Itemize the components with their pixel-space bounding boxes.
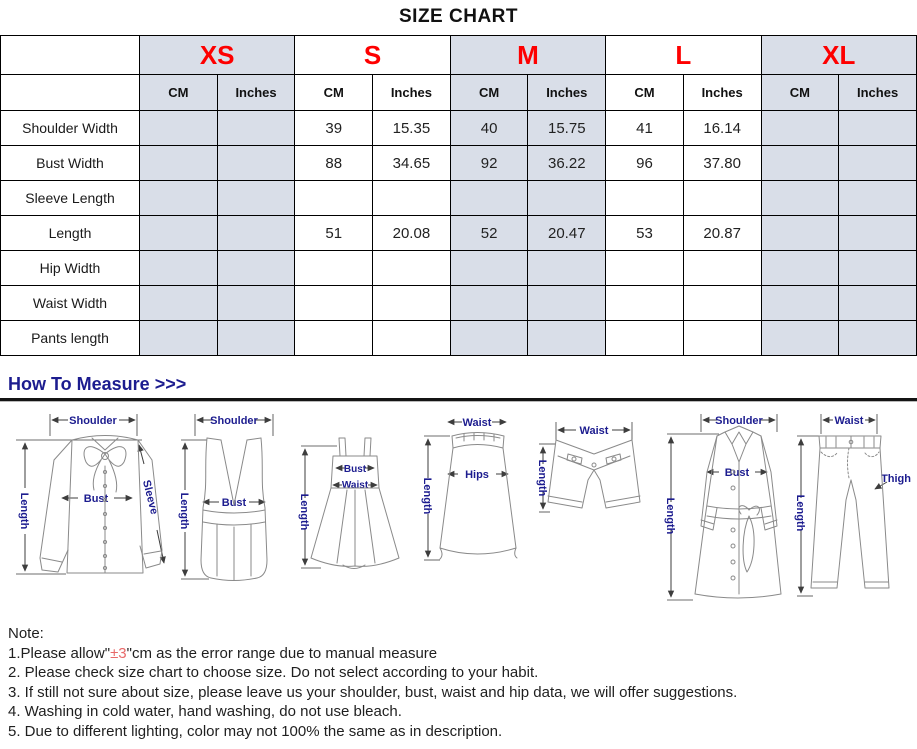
- page-title: SIZE CHART: [399, 6, 518, 27]
- note-text: 5. Due to different lighting, color may not 100% the same as in description.: [8, 722, 503, 740]
- value-cell: [450, 181, 528, 216]
- value-cell: [761, 286, 839, 321]
- length-label: Length: [663, 497, 676, 535]
- unit-header-xs-cm: CM: [140, 75, 218, 111]
- table-row: [1, 146, 917, 181]
- bust-label: Bust: [83, 493, 109, 505]
- value-cell: [761, 146, 839, 181]
- value-cell: [528, 321, 606, 356]
- value-cell: [839, 181, 917, 216]
- value-cell: [839, 111, 917, 146]
- size-header-xs: XS: [140, 36, 295, 75]
- value-cell: 36.22: [528, 146, 606, 181]
- bust-label: Bust: [343, 464, 367, 475]
- sleeve-label: Sleeve: [139, 478, 161, 516]
- value-cell: [606, 321, 684, 356]
- unit-header-s-inches: Inches: [373, 75, 451, 111]
- row-label: Shoulder Width: [1, 111, 140, 146]
- row-label: Sleeve Length: [1, 181, 140, 216]
- tank-top-diagram: [175, 410, 293, 610]
- value-cell: 92: [450, 146, 528, 181]
- value-cell: [761, 216, 839, 251]
- skirt-drawing: [440, 433, 517, 560]
- note-text: 3. If still not sure about size, please leave us your shoulder, bust, waist and hip data, we will offer suggestions.: [8, 683, 738, 701]
- shorts-diagram: [530, 410, 658, 610]
- shoulder-label: Shoulder: [714, 415, 763, 427]
- length-label: Length: [298, 493, 310, 531]
- length-label: Length: [18, 492, 30, 530]
- dress-drawing: [311, 438, 399, 569]
- note-item-5: [8, 722, 917, 742]
- value-cell: [528, 286, 606, 321]
- pants-diagram: [787, 410, 913, 610]
- unit-header-m-inches: Inches: [528, 75, 606, 111]
- note-item-2: [8, 663, 917, 683]
- value-cell: [450, 286, 528, 321]
- note-text: 1.Please allow": [8, 644, 111, 662]
- value-cell: [528, 251, 606, 286]
- row-label: Pants length: [1, 321, 140, 356]
- corner-cell: [1, 75, 140, 111]
- unit-header-m-cm: CM: [450, 75, 528, 111]
- value-cell: [683, 321, 761, 356]
- value-cell: [217, 251, 295, 286]
- value-cell: 15.75: [528, 111, 606, 146]
- waist-label: Waist: [579, 425, 609, 437]
- value-cell: [373, 321, 451, 356]
- value-cell: 34.65: [373, 146, 451, 181]
- size-header-m: M: [450, 36, 605, 75]
- note-item-1: [8, 644, 917, 664]
- value-cell: [839, 321, 917, 356]
- unit-header-l-cm: CM: [606, 75, 684, 111]
- note-text: 4. Washing in cold water, hand washing, do not use bleach.: [8, 703, 402, 720]
- shorts-drawing: [548, 440, 640, 508]
- value-cell: [606, 286, 684, 321]
- table-row: [1, 321, 917, 356]
- value-cell: 52: [450, 216, 528, 251]
- value-cell: [140, 181, 218, 216]
- value-cell: [140, 111, 218, 146]
- value-cell: [295, 286, 373, 321]
- value-cell: [839, 286, 917, 321]
- size-chart-table: [0, 35, 917, 356]
- size-header-s: S: [295, 36, 450, 75]
- shoulder-label: Shoulder: [69, 415, 117, 427]
- note-text: 2. Please check size chart to choose size. Do not select according to your habit.: [8, 664, 539, 681]
- table-row: [1, 181, 917, 216]
- value-cell: [839, 251, 917, 286]
- value-cell: 53: [606, 216, 684, 251]
- value-cell: 20.47: [528, 216, 606, 251]
- value-cell: [140, 286, 218, 321]
- value-cell: 51: [295, 216, 373, 251]
- value-cell: 37.80: [683, 146, 761, 181]
- note-item-4: [8, 702, 917, 722]
- value-cell: [761, 251, 839, 286]
- note-text: "cm as the error range due to manual measure: [126, 644, 438, 662]
- value-cell: [761, 111, 839, 146]
- coat-diagram: [661, 410, 785, 610]
- row-label: Hip Width: [1, 251, 140, 286]
- row-label: Length: [1, 216, 140, 251]
- value-cell: [295, 181, 373, 216]
- length-label: Length: [420, 477, 433, 515]
- length-label: Length: [794, 494, 806, 532]
- value-cell: 39: [295, 111, 373, 146]
- size-header-xl: XL: [761, 36, 917, 75]
- note-item-3: [8, 683, 917, 703]
- table-row: [1, 251, 917, 286]
- value-cell: 88: [295, 146, 373, 181]
- unit-header-xs-inches: Inches: [217, 75, 295, 111]
- row-label: Waist Width: [1, 286, 140, 321]
- value-cell: 15.35: [373, 111, 451, 146]
- value-cell: [217, 111, 295, 146]
- value-cell: [217, 216, 295, 251]
- table-row: [1, 111, 917, 146]
- unit-header-s-cm: CM: [295, 75, 373, 111]
- hips-label: Hips: [464, 469, 489, 481]
- value-cell: [217, 321, 295, 356]
- unit-header-xl-inches: Inches: [839, 75, 917, 111]
- value-cell: [839, 216, 917, 251]
- measure-diagrams: [0, 410, 917, 612]
- waist-label: Waist: [462, 417, 491, 429]
- length-label: Length: [536, 459, 548, 497]
- value-cell: [450, 321, 528, 356]
- notes-heading: Note:: [8, 625, 44, 642]
- value-cell: 40: [450, 111, 528, 146]
- row-label: Bust Width: [1, 146, 140, 181]
- value-cell: [683, 251, 761, 286]
- table-row: [1, 216, 917, 251]
- divider-line: [0, 398, 917, 402]
- value-cell: [761, 181, 839, 216]
- value-cell: [761, 321, 839, 356]
- value-cell: [373, 251, 451, 286]
- value-cell: [606, 251, 684, 286]
- value-cell: [373, 181, 451, 216]
- blouse-diagram: [4, 410, 172, 610]
- value-cell: 96: [606, 146, 684, 181]
- value-cell: [295, 321, 373, 356]
- table-row: [1, 286, 917, 321]
- skirt-diagram: [416, 410, 528, 610]
- waist-label: Waist: [834, 415, 864, 427]
- size-header-l: L: [606, 36, 761, 75]
- corner-cell: [1, 36, 140, 75]
- value-cell: [606, 181, 684, 216]
- value-cell: 16.14: [683, 111, 761, 146]
- value-cell: [839, 146, 917, 181]
- unit-header-xl-cm: CM: [761, 75, 839, 111]
- dress-diagram: [295, 410, 413, 610]
- value-cell: [140, 321, 218, 356]
- notes-section: [0, 612, 917, 741]
- value-cell: [373, 286, 451, 321]
- value-cell: [683, 181, 761, 216]
- shoulder-label: Shoulder: [209, 415, 258, 427]
- thigh-label: Thigh: [881, 473, 911, 485]
- value-cell: 41: [606, 111, 684, 146]
- value-cell: [217, 146, 295, 181]
- value-cell: [295, 251, 373, 286]
- value-cell: 20.08: [373, 216, 451, 251]
- bust-label: Bust: [724, 467, 749, 479]
- value-cell: 20.87: [683, 216, 761, 251]
- value-cell: [140, 146, 218, 181]
- value-cell: [683, 286, 761, 321]
- value-cell: [528, 181, 606, 216]
- value-cell: [217, 286, 295, 321]
- waist-label: Waist: [341, 480, 369, 491]
- note-highlight: ±3: [110, 644, 127, 662]
- coat-drawing: [695, 426, 781, 598]
- value-cell: [450, 251, 528, 286]
- pants-drawing: [811, 436, 889, 588]
- value-cell: [217, 181, 295, 216]
- length-label: Length: [177, 492, 190, 530]
- how-to-measure-heading: How To Measure >>>: [8, 374, 187, 394]
- bust-label: Bust: [221, 497, 246, 509]
- value-cell: [140, 216, 218, 251]
- value-cell: [140, 251, 218, 286]
- tank-top-drawing: [201, 438, 267, 581]
- unit-header-l-inches: Inches: [683, 75, 761, 111]
